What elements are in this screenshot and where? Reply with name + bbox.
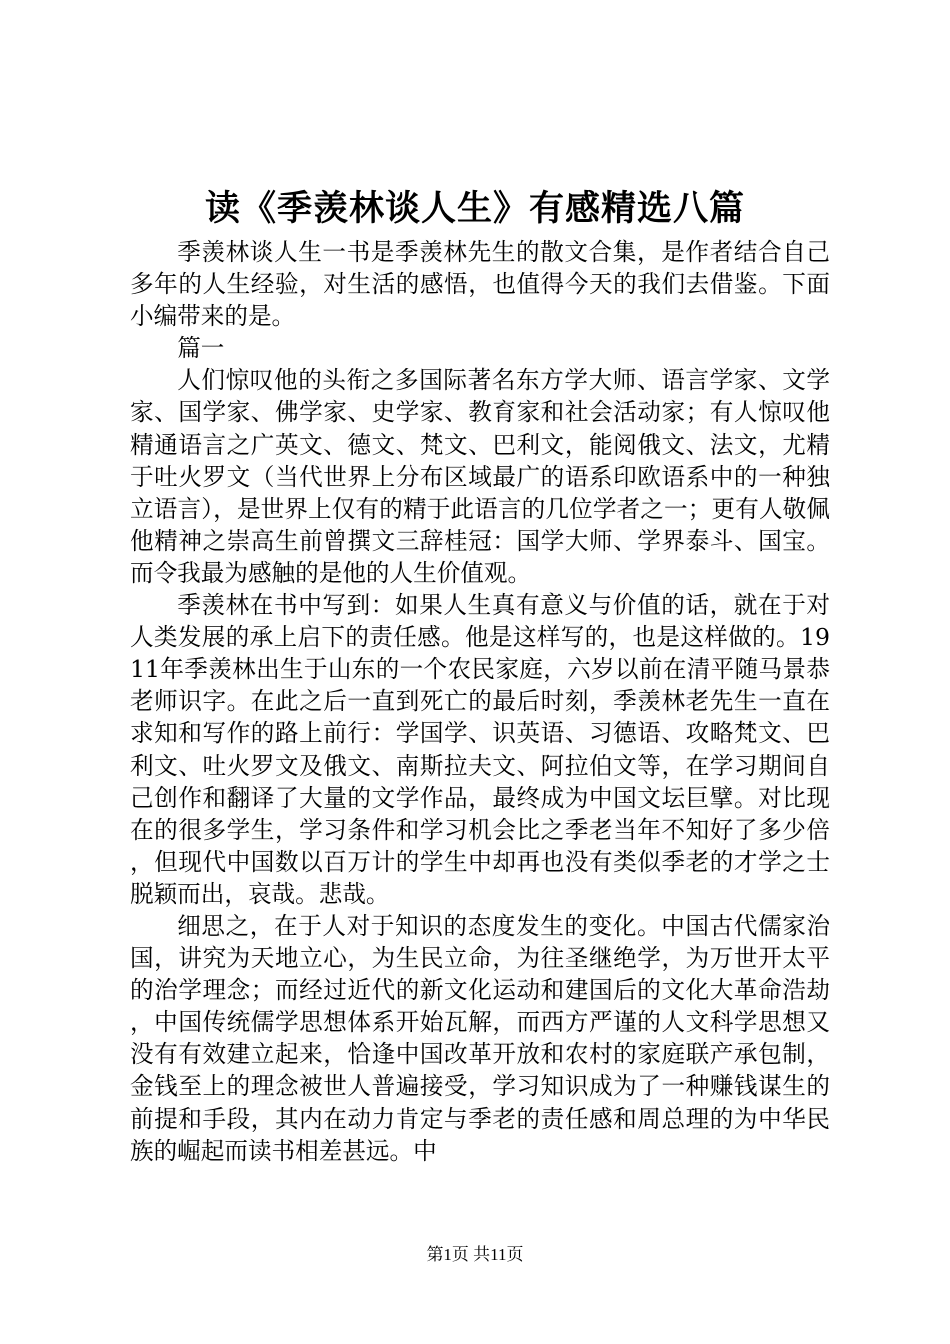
document-body (130, 236, 830, 1167)
body-paragraph: 细思之，在于人对于知识的态度发生的变化。中国古代儒家治国，讲究为天地立心，为生民立命，为往圣继绝学，为万世开太平的治学理念；而经过近代的新文化运动和建国后的文化大革命浩劫，中国传统儒学思想体系开始瓦解，而西方严谨的人文科学思想又没有有效建立起来，恰逢中国改革开放和农村的家庭联产承包制，金钱至上的理念被世人普遍接受，学习知识成为了一种赚钱谋生的前提和手段，其内在动力肯定与季老的责任感和周总理的为中华民族的崛起而读书相差甚远。中 (130, 911, 830, 1165)
body-paragraph: 季羡林在书中写到：如果人生真有意义与价值的话，就在于对人类发展的承上启下的责任感。他是这样写的，也是这样做的。1911年季羡林出生于山东的一个农民家庭，六岁以前在清平随马景恭老师识字。在此之后一直到死亡的最后时刻，季羡林老先生一直在求知和写作的路上前行：学国学、识英语、习德语、攻略梵文、巴利文、吐火罗文及俄文、南斯拉夫文、阿拉伯文等，在学习期间自己创作和翻译了大量的文学作品，最终成为中国文坛巨擘。对比现在的很多学生，学习条件和学习机会比之季老当年不知好了多少倍，但现代中国数以百万计的学生中却再也没有类似季老的才学之士脱颖而出，哀哉。悲哉。 (130, 591, 830, 908)
section-heading-part-one: 篇一 (177, 334, 225, 363)
intro-paragraph: 季羡林谈人生一书是季羡林先生的散文合集，是作者结合自己多年的人生经验，对生活的感悟，也值得今天的我们去借鉴。下面小编带来的是。 (130, 238, 830, 331)
page-number-footer: 第1页 共11页 (426, 1245, 524, 1264)
body-paragraph: 人们惊叹他的头衔之多国际著名东方学大师、语言学家、文学家、国学家、佛学家、史学家、教育家和社会活动家；有人惊叹他精通语言之广英文、德文、梵文、巴利文，能阅俄文、法文，尤精于吐火罗文（当代世界上分布区域最广的语系印欧语系中的一种独立语言），是世界上仅有的精于此语言的几位学者之一；更有人敬佩他精神之崇高生前曾撰文三辞桂冠：国学大师、学界泰斗、国宝。而令我最为感触的是他的人生价值观。 (130, 366, 830, 587)
document-title: 读《季羡林谈人生》有感精选八篇 (204, 188, 745, 229)
